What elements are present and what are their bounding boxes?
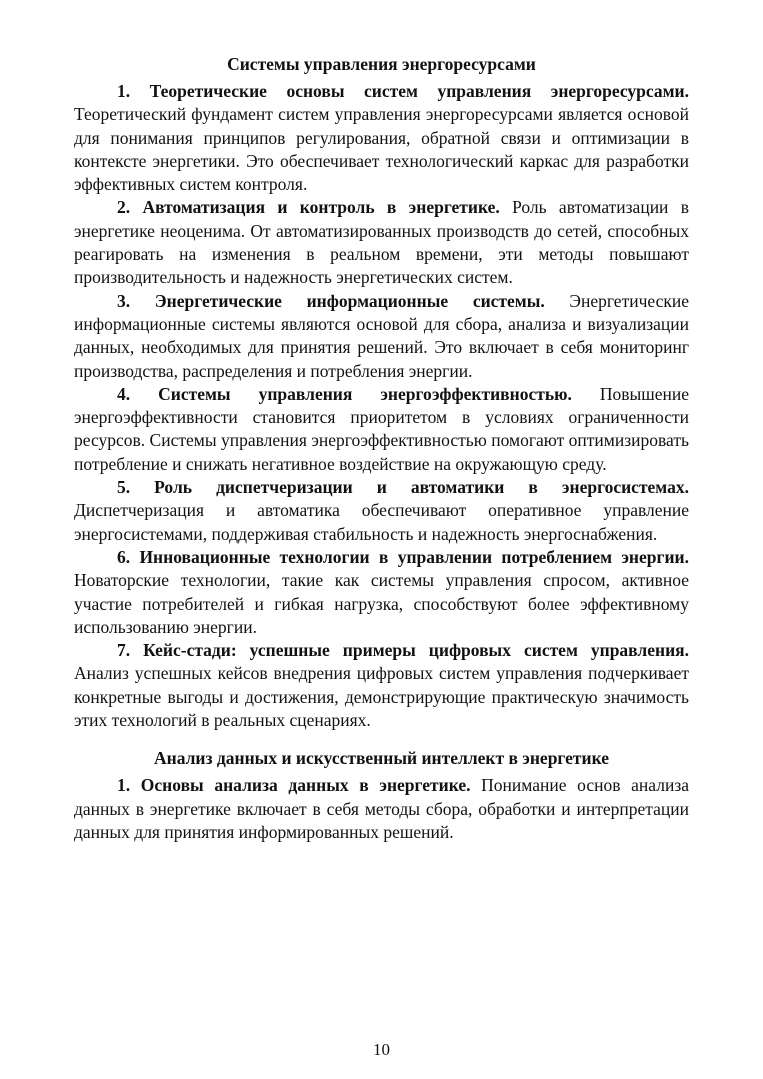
paragraph-heading: 7. Кейс-стади: успешные примеры цифровых систем управления. xyxy=(117,640,689,661)
paragraph-text: Энергетические информационные системы являются основой для сбора, анализа и визуализации данных, необходимых для принятия решений. Это включает в себя мониторинг производства, распределения и потребления энергии. xyxy=(74,290,689,381)
paragraph-1 xyxy=(74,80,689,196)
paragraph-text: Повышение энергоэффективности становится приоритетом в условиях ограниченности ресурсов. Системы управления энергоэффективностью помогают оптимизировать потребление и снижать негативное воздействие на окружающую среду. xyxy=(74,383,689,474)
paragraph-3 xyxy=(74,290,689,383)
section-title-data-analysis-ai: Анализ данных и искусственный интеллект в энергетике xyxy=(153,748,610,769)
paragraph-text: Диспетчеризация и автоматика обеспечивают оперативное управление энергосистемами, поддерживая стабильность и надежность энергоснабжения. xyxy=(74,500,689,544)
section-title-energy-management: Системы управления энергоресурсами xyxy=(227,54,536,74)
paragraph-text: Анализ успешных кейсов внедрения цифровых систем управления подчеркивает конкретные выгоды и достижения, демонстрирующие практическую значимость этих технологий в реальных сценариях. xyxy=(74,663,689,731)
paragraph-heading: 3. Энергетические информационные системы. xyxy=(117,290,545,311)
paragraph-heading: 2. Автоматизация и контроль в энергетике. xyxy=(117,197,500,218)
paragraph-heading: 1. Основы анализа данных в энергетике. xyxy=(117,775,471,796)
paragraph-7 xyxy=(74,639,689,732)
paragraph-heading: 5. Роль диспетчеризации и автоматики в энергосистемах. xyxy=(117,477,689,498)
paragraph-8 xyxy=(74,774,689,844)
paragraph-text: Понимание основ анализа данных в энергетике включает в себя методы сбора, обработки и интерпретации данных для принятия информированных решений. xyxy=(74,775,689,842)
paragraph-heading: 6. Инновационные технологии в управлении потреблением энергии. xyxy=(117,546,689,567)
paragraph-heading: 1. Теоретические основы систем управления энергоресурсами. xyxy=(117,81,689,101)
paragraph-2 xyxy=(74,196,689,289)
paragraph-6 xyxy=(74,546,689,639)
page-number: 10 xyxy=(373,1040,390,1059)
paragraph-text: Теоретический фундамент систем управления энергоресурсами является основой для понимания принципов регулирования, обратной связи и оптимизации в контексте энергетики. Это обеспечивает технологический каркас для разработки эффективных систем контроля. xyxy=(74,104,689,195)
paragraph-text: Новаторские технологии, такие как системы управления спросом, активное участие потребителей и гибкая нагрузка, способствуют более эффективному использованию энергии. xyxy=(74,570,689,637)
paragraph-heading: 4. Системы управления энергоэффективностью. xyxy=(117,383,572,404)
paragraph-text: Роль автоматизации в энергетике неоценима. От автоматизированных производств до сетей, способных реагировать на изменения в реальном времени, эти методы повышают производительность и надежность энергетических систем. xyxy=(74,197,689,288)
paragraph-4 xyxy=(74,383,689,476)
paragraph-5 xyxy=(74,476,689,546)
